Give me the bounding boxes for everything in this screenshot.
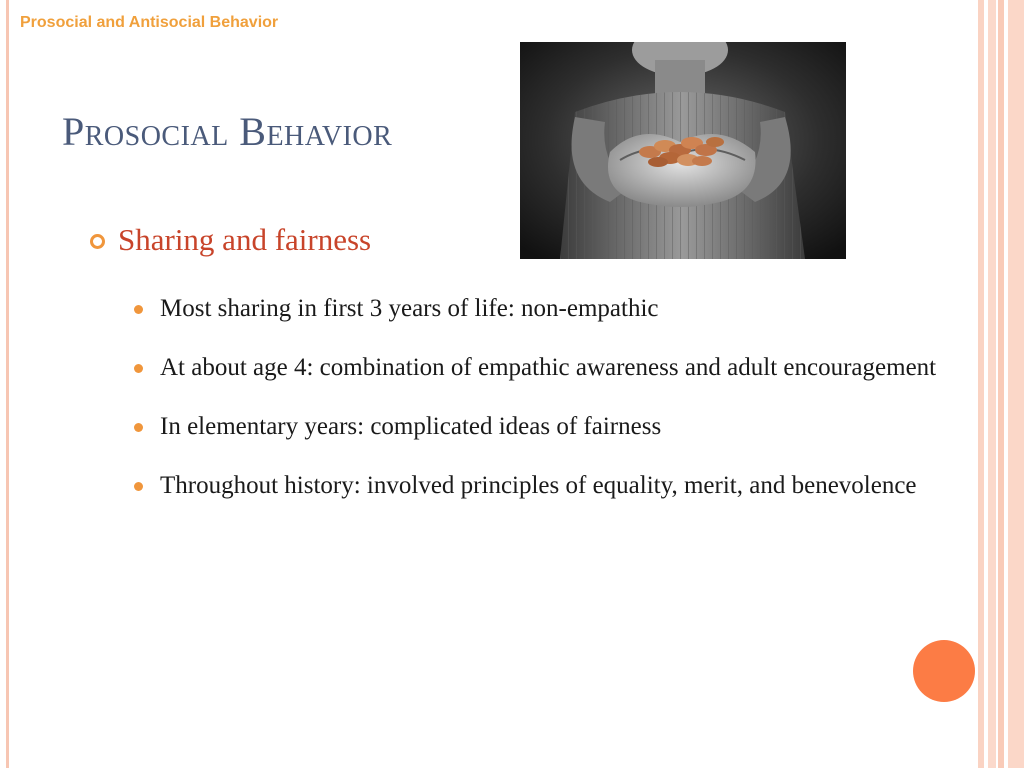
decorative-circle <box>913 640 975 702</box>
bullet-list <box>132 291 972 527</box>
level1-bullet-item <box>90 222 371 258</box>
bullet-item <box>132 350 972 386</box>
dot-bullet-icon <box>134 423 143 432</box>
ring-bullet-icon <box>90 234 105 249</box>
bullet-item <box>132 409 972 445</box>
slide-header: Prosocial and Antisocial Behavior <box>20 14 279 31</box>
coins-in-hands-photo <box>520 42 846 259</box>
bullet-text: Throughout history: involved principles of equality, merit, and benevolence <box>160 472 917 499</box>
bullet-item <box>132 291 972 327</box>
right-border-stripe <box>988 0 996 768</box>
bullet-text: In elementary years: complicated ideas of fairness <box>160 413 662 440</box>
left-border-stripe <box>6 0 9 768</box>
right-border-stripe <box>998 0 1004 768</box>
level1-bullet-text: Sharing and fairness <box>118 222 372 257</box>
bullet-item <box>132 468 972 504</box>
slide-title: Prosocial Behavior <box>62 109 393 154</box>
bullet-text: At about age 4: combination of empathic awareness and adult encouragement <box>160 354 937 381</box>
dot-bullet-icon <box>134 482 143 491</box>
bullet-text: Most sharing in first 3 years of life: non-empathic <box>160 295 659 322</box>
right-border-stripe <box>978 0 984 768</box>
dot-bullet-icon <box>134 305 143 314</box>
dot-bullet-icon <box>134 364 143 373</box>
right-border-stripe <box>1008 0 1024 768</box>
